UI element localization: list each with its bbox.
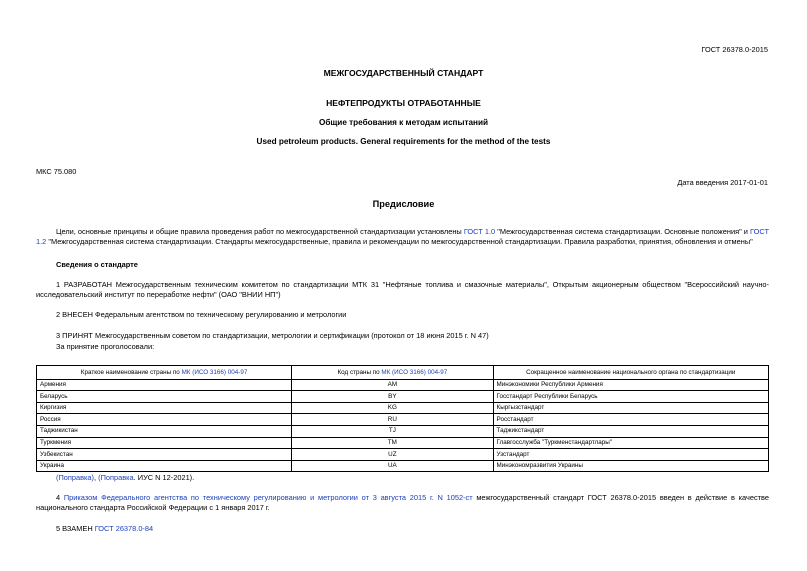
table-row (37, 437, 769, 449)
body-cell: Таджикстандарт (493, 425, 768, 437)
document-title: НЕФТЕПРОДУКТЫ ОТРАБОТАННЫЕ (326, 98, 481, 108)
country-cell: Киргизия (37, 402, 292, 414)
body-cell: Узстандарт (493, 449, 768, 461)
info-heading: Сведения о стандарте (56, 260, 138, 269)
preface-text-3: "Межгосударственная система стандартизации. Стандарты межгосударственные, правила и рекомендации по межгосударственной стандартизации. Правила разработки, принятия, обновления и отмены" (46, 236, 753, 246)
country-cell: Узбекистан (37, 449, 292, 461)
header-national-body: Сокращенное наименование национального органа по стандартизации (493, 366, 768, 380)
body-cell: Главгосслужба "Туркменстандартлары" (493, 437, 768, 449)
body-cell: Кыргызстандарт (493, 402, 768, 414)
amendment-rest: . ИУС N 12-2021). (133, 473, 195, 482)
item-4-rest: межгосударственный стандарт ГОСТ 26378.0-2015 введен в действие в качестве национального стандарта Российской Федерации с 1 января 2017 г. (36, 493, 769, 512)
document-title-english: Used petroleum products. General requirements for the method of the tests (256, 137, 551, 146)
table-row (37, 414, 769, 426)
item-5-prefix: 5 ВЗАМЕН (56, 524, 95, 533)
gost-26378-84-link[interactable]: ГОСТ 26378.0-84 (94, 524, 154, 533)
code-cell: TM (292, 437, 493, 449)
amendment-link-1[interactable]: (Поправка) (56, 473, 94, 482)
country-cell: Армения (37, 379, 292, 391)
country-cell: Туркмения (37, 437, 292, 449)
item-5-replaced (56, 524, 153, 534)
preface-heading: Предисловие (372, 199, 435, 209)
preface-text-2: "Межгосударственная система стандартизации. Основные положения" и (495, 227, 751, 236)
code-cell: BY (292, 391, 493, 403)
mk-iso-link-2[interactable]: МК (ИСО 3166) 004-97 (381, 368, 448, 376)
gost-1-2-link[interactable]: ГОСТ 1.2 (36, 227, 769, 246)
amendment-separator: , (94, 473, 99, 482)
code-cell: TJ (292, 425, 493, 437)
country-cell: Украина (37, 460, 292, 472)
intro-date: Дата введения 2017-01-01 (677, 178, 768, 187)
item-4-enacted (36, 493, 769, 513)
country-cell: Россия (37, 414, 292, 426)
voted-label: За принятие проголосовали: (56, 342, 155, 351)
standard-type: МЕЖГОСУДАРСТВЕННЫЙ СТАНДАРТ (323, 68, 484, 78)
rosstandart-order-link[interactable]: Приказом Федерального агентства по техническому регулированию и метрологии от 3 августа 2015 г. N 1052-ст (63, 493, 473, 502)
table-row (37, 379, 769, 391)
mks-code: МКС 75.080 (36, 167, 77, 176)
table-row (37, 402, 769, 414)
code-cell: RU (292, 414, 493, 426)
header-country-text: Краткое наименование страны по (80, 368, 182, 376)
amendments-line (56, 473, 194, 483)
table-row (37, 391, 769, 403)
agreement-table (36, 365, 769, 472)
header-code-text: Код страны по (337, 368, 382, 376)
code-cell: KG (292, 402, 493, 414)
body-cell: Росстандарт (493, 414, 768, 426)
country-cell: Таджикистан (37, 425, 292, 437)
code-cell: AM (292, 379, 493, 391)
preface-paragraph (36, 227, 769, 247)
gost-1-0-link[interactable]: ГОСТ 1.0 (463, 227, 496, 236)
body-cell: Госстандарт Республики Беларусь (493, 391, 768, 403)
item-2-introduced: 2 ВНЕСЕН Федеральным агентством по техническому регулированию и метрологии (56, 310, 347, 319)
item-1-developed: 1 РАЗРАБОТАН Межгосударственным техническим комитетом по стандартизации МТК 31 "Нефтяные топлива и смазочные материалы", Открытым акционерным обществом "Всероссийский научно-исследовательский институт по переработке нефти" (ОАО "ВНИИ НП") (36, 280, 769, 299)
header-country-code (292, 366, 493, 380)
doc-code: ГОСТ 26378.0-2015 (701, 45, 768, 54)
table-row (37, 460, 769, 472)
document-subtitle: Общие требования к методам испытаний (318, 118, 489, 127)
table-row (37, 425, 769, 437)
mk-iso-link-1[interactable]: МК (ИСО 3166) 004-97 (181, 368, 248, 376)
amendment-link-2[interactable]: (Поправка (98, 473, 134, 482)
body-cell: Минэкономразвития Украины (493, 460, 768, 472)
item-3-adopted: 3 ПРИНЯТ Межгосударственным советом по стандартизации, метрологии и сертификации (протокол от 18 июня 2015 г. N 47) (56, 331, 489, 340)
body-cell: Минэкономики Республики Армения (493, 379, 768, 391)
header-country-name (37, 366, 292, 380)
code-cell: UZ (292, 449, 493, 461)
item-4-prefix: 4 (56, 493, 64, 502)
code-cell: UA (292, 460, 493, 472)
country-cell: Беларусь (37, 391, 292, 403)
table-row (37, 449, 769, 461)
preface-text-1: Цели, основные принципы и общие правила проведения работ по межгосударственной стандартизации установлены (56, 227, 464, 236)
table-header-row (37, 366, 769, 380)
